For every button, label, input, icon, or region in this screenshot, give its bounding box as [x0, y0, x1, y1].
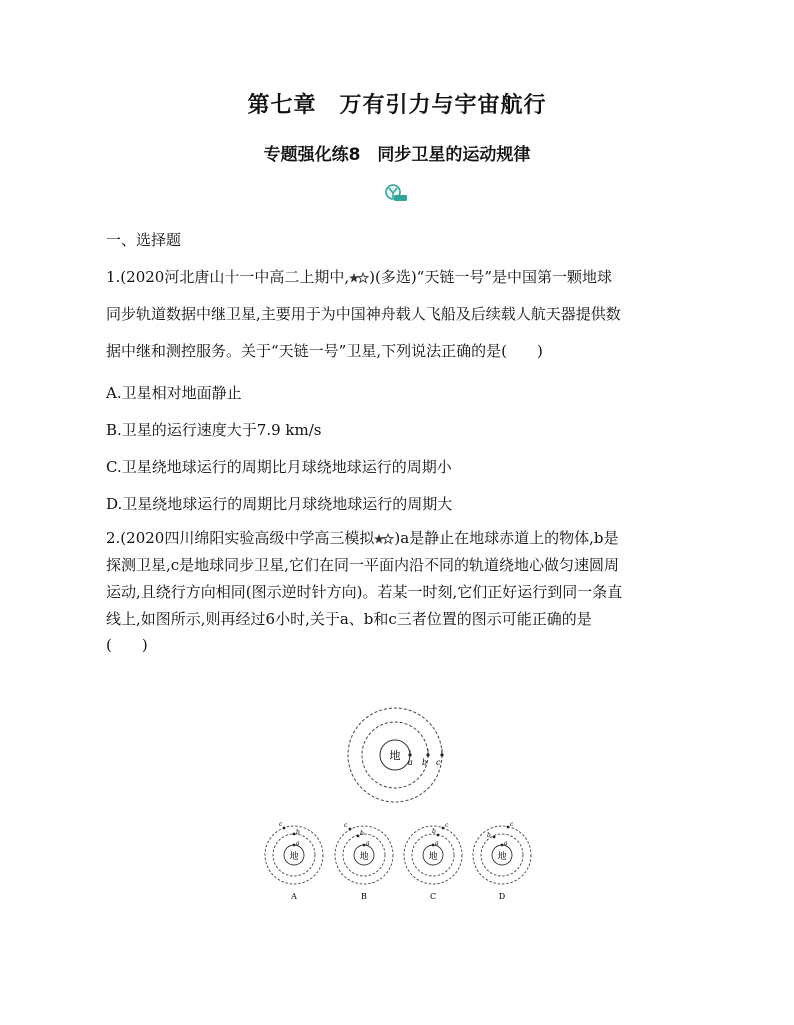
label-b: b	[360, 830, 364, 837]
label-b: b	[422, 758, 428, 767]
earth-label: 地	[359, 852, 369, 862]
difficulty-star-icon	[349, 272, 369, 284]
label-a: a	[504, 840, 508, 847]
label-b: b	[296, 829, 300, 836]
label-b: b	[432, 828, 436, 835]
question-2-line-2: 探测卫星,c是地球同步卫星,它们在同一平面内沿不同的轨道绕地心做匀速圆周	[106, 556, 619, 574]
question-2-line-3: 运动,且绕行方向相同(图示逆时针方向)。若某一时刻,它们正好运行到同一条直	[106, 583, 623, 601]
question-1-option-b[interactable]: B.卫星的运行速度大于7.9 km/s	[106, 421, 322, 439]
difficulty-star-icon	[374, 533, 394, 545]
question-2-line-5: ( )	[106, 636, 148, 654]
question-1-line-3: 据中继和测控服务。关于“天链一号”卫星,下列说法正确的是( )	[106, 342, 543, 360]
question-2-line-4: 线上,如图所示,则再经过6小时,关于a、b和c三者位置的图示可能正确的是	[106, 610, 592, 628]
chapter-title: 第七章 万有引力与宇宙航行	[247, 93, 547, 118]
question-1-line-2: 同步轨道数据中继卫星,主要用于为中国神舟载人飞船及后续载人航天器提供数	[106, 305, 621, 323]
section-heading: 一、选择题	[106, 231, 182, 249]
label-c: c	[279, 821, 283, 828]
video-icon-graphic	[384, 184, 408, 202]
label-a: a	[366, 840, 370, 847]
question-1-source: 1.(2020河北唐山十一中高二上期中,	[106, 268, 350, 286]
orbit-diagram-option-a[interactable]	[263, 820, 325, 902]
option-label-b: B	[361, 892, 367, 901]
label-b: b	[487, 832, 491, 839]
label-a: a	[296, 840, 300, 847]
earth-label: 地	[389, 749, 401, 762]
label-c: c	[344, 822, 348, 829]
orbit-diagram-option-c[interactable]	[402, 820, 464, 902]
orbit-diagram-option-d[interactable]	[471, 820, 533, 902]
label-c: c	[510, 821, 514, 828]
question-2-source: 2.(2020四川绵阳实验高级中学高三模拟	[106, 529, 375, 547]
section-subtitle: 专题强化练8 同步卫星的运动规律	[263, 145, 531, 165]
option-label-c: C	[429, 892, 437, 901]
question-2-line-1	[106, 527, 619, 548]
option-label-d: D	[498, 892, 506, 901]
question-1-line-1	[106, 266, 612, 287]
label-a: a	[408, 758, 413, 767]
earth-label: 地	[497, 852, 507, 862]
question-1-option-c[interactable]: C.卫星绕地球运行的周期比月球绕地球运行的周期小	[106, 458, 452, 476]
label-c: c	[436, 758, 441, 767]
orbit-diagram-main	[345, 705, 445, 805]
option-label-a: A	[291, 892, 297, 901]
video-icon[interactable]	[384, 184, 408, 202]
question-1-option-d[interactable]: D.卫星绕地球运行的周期比月球绕地球运行的周期大	[106, 495, 453, 513]
question-1-option-a[interactable]: A.卫星相对地面静止	[106, 384, 242, 402]
orbit-diagram-option-b[interactable]	[333, 820, 395, 902]
question-2-stem-start: )a是静止在地球赤道上的物体,b是	[394, 529, 619, 547]
earth-label: 地	[289, 852, 299, 862]
question-1-stem-start: )(多选)“天链一号”是中国第一颗地球	[369, 268, 613, 286]
label-c: c	[445, 822, 449, 829]
earth-label: 地	[428, 852, 438, 862]
label-a: a	[435, 840, 439, 847]
